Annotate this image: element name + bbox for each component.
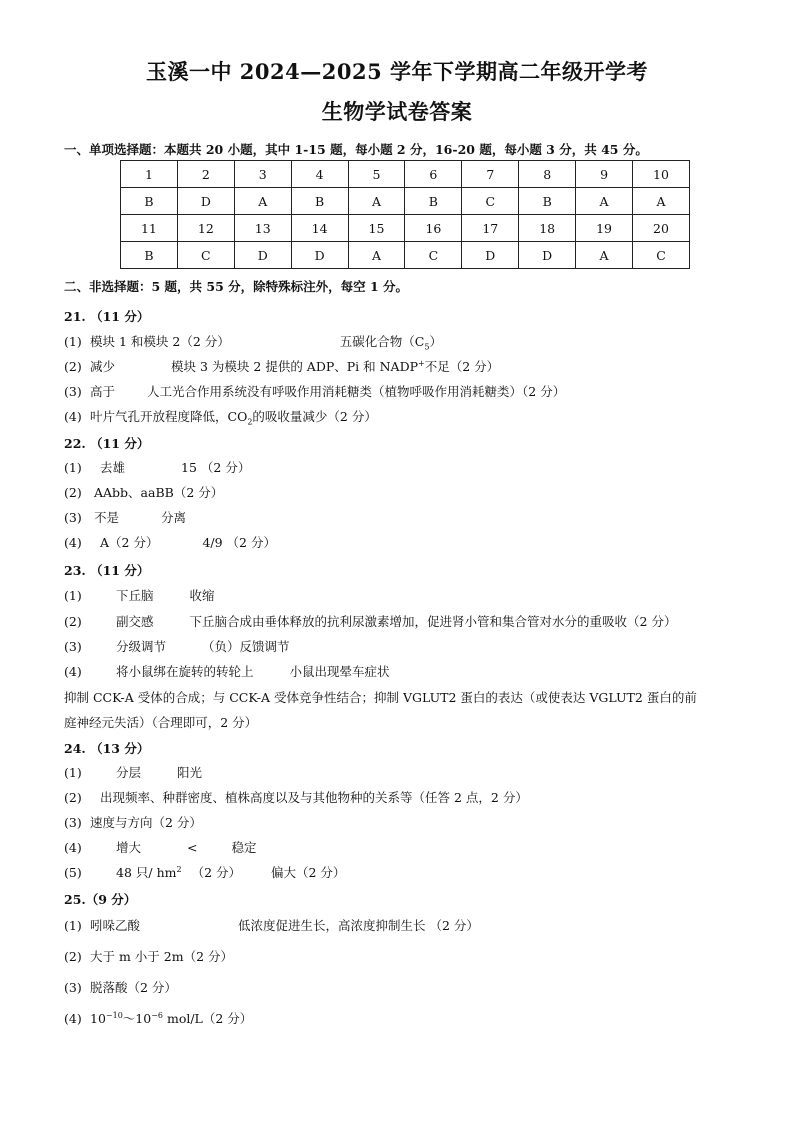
- table-cell: 18: [519, 215, 576, 242]
- table-cell: 7: [462, 161, 519, 188]
- table-cell: 17: [462, 215, 519, 242]
- q25-heading: 25.（9 分）: [64, 892, 137, 907]
- table-cell: 14: [291, 215, 348, 242]
- table-cell: D: [462, 242, 519, 269]
- answer-table: [120, 160, 690, 269]
- table-cell: C: [462, 188, 519, 215]
- table-cell: C: [177, 242, 234, 269]
- table-cell: B: [121, 188, 178, 215]
- q25-answer-2: (2) 大于 m 小于 2m（2 分）: [64, 949, 234, 964]
- section-1-heading: 一、单项选择题：本题共 20 小题，其中 1-15 题，每小题 2 分，16-20 题，每小题 3 分，共 45 分。: [64, 142, 648, 157]
- q24-heading: 24. （13 分）: [64, 741, 150, 756]
- table-cell: B: [121, 242, 178, 269]
- table-row: [121, 215, 690, 242]
- q21-answer-4: (4) 叶片气孔开放程度降低，$CO_2$的吸收量减少（2 分）: [64, 409, 377, 427]
- table-cell: 9: [576, 161, 633, 188]
- table-cell: B: [519, 188, 576, 215]
- table-cell: B: [291, 188, 348, 215]
- table-cell: A: [576, 188, 633, 215]
- table-cell: 20: [633, 215, 690, 242]
- q23-answer-1: (1) 下丘脑 收缩: [64, 588, 215, 603]
- q21-heading: 21. （11 分）: [64, 309, 150, 324]
- table-cell: A: [633, 188, 690, 215]
- q25-answer-3: (3) 脱落酸（2 分）: [64, 980, 177, 995]
- table-cell: 3: [234, 161, 291, 188]
- table-cell: 6: [405, 161, 462, 188]
- q23-heading: 23. （11 分）: [64, 563, 150, 578]
- title-line-1: 玉溪一中 2024—2025 学年下学期高二年级开学考: [145, 59, 648, 84]
- q23-answer-4: (4) 将小鼠绑在旋转的转轮上 小鼠出现晕车症状: [64, 664, 390, 679]
- table-cell: 4: [291, 161, 348, 188]
- table-cell: 11: [121, 215, 178, 242]
- q22-answer-2: (2) AAbb、aaBB（2 分）: [64, 485, 224, 500]
- table-cell: A: [348, 188, 405, 215]
- title-line-2: 生物学试卷答案: [321, 99, 473, 124]
- q24-answer-4: (4) 增大 < 稳定: [64, 840, 257, 855]
- q22-heading: 22. （11 分）: [64, 436, 150, 451]
- table-cell: A: [348, 242, 405, 269]
- q22-answer-1: (1) 去雄 15 （2 分）: [64, 460, 251, 475]
- table-cell: D: [177, 188, 234, 215]
- table-cell: 10: [633, 161, 690, 188]
- q23-answer-2: (2) 副交感 下丘脑合成由垂体释放的抗利尿激素增加，促进肾小管和集合管对水分的重吸收（2 分）: [64, 614, 677, 629]
- q23-answer-5-line-1: 抑制 CCK-A 受体的合成；与 CCK-A 受体竞争性结合；抑制 VGLUT2 蛋白的表达（或使表达 VGLUT2 蛋白的前: [64, 690, 697, 705]
- table-cell: C: [405, 242, 462, 269]
- q24-answer-3: (3) 速度与方向（2 分）: [64, 815, 202, 830]
- table-cell: 15: [348, 215, 405, 242]
- table-row: [121, 161, 690, 188]
- q24-answer-5: (5) 48 只/ $hm^2$ （2 分） 偏大（2 分）: [64, 864, 346, 880]
- table-row: [121, 242, 690, 269]
- table-row: [121, 188, 690, 215]
- q21-answer-1: (1) 模块 1 和模块 2（2 分） 五碳化合物$(C_5)$: [64, 334, 442, 352]
- section-2-heading: 二、非选择题：5 题，共 55 分，除特殊标注外，每空 1 分。: [64, 279, 409, 294]
- q25-answer-1: (1) 吲哚乙酸 低浓度促进生长，高浓度抑制生长 （2 分）: [64, 918, 479, 933]
- table-cell: 16: [405, 215, 462, 242]
- table-cell: A: [576, 242, 633, 269]
- q24-answer-2: (2) 出现频率、种群密度、植株高度以及与其他物种的关系等（任答 2 点，2 分）: [64, 790, 528, 805]
- q22-answer-3: (3) 不是 分离: [64, 510, 187, 525]
- table-cell: 19: [576, 215, 633, 242]
- table-cell: 5: [348, 161, 405, 188]
- q25-answer-4: (4) $10^{-10}\sim 10^{-6}$ mol/L（2 分）: [64, 1010, 253, 1026]
- table-cell: A: [234, 188, 291, 215]
- table-cell: 1: [121, 161, 178, 188]
- q21-answer-2: (2) 减少 模块 3 为模块 2 提供的 ADP、Pi 和 NADP+不足（2 分）: [64, 358, 500, 374]
- table-cell: 2: [177, 161, 234, 188]
- table-cell: D: [234, 242, 291, 269]
- q24-answer-1: (1) 分层 阳光: [64, 765, 203, 780]
- table-cell: 13: [234, 215, 291, 242]
- q22-answer-4: (4) A（2 分） 4/9 （2 分）: [64, 535, 276, 550]
- q23-answer-3: (3) 分级调节 （负）反馈调节: [64, 639, 290, 654]
- table-cell: C: [633, 242, 690, 269]
- table-cell: B: [405, 188, 462, 215]
- q21-answer-3: (3) 高于 人工光合作用系统没有呼吸作用消耗糖类（植物呼吸作用消耗糖类）（2 分）: [64, 384, 566, 399]
- table-cell: D: [291, 242, 348, 269]
- q23-answer-5-line-2: 庭神经元失活）（合理即可，2 分）: [64, 715, 258, 730]
- table-cell: D: [519, 242, 576, 269]
- table-cell: 12: [177, 215, 234, 242]
- table-cell: 8: [519, 161, 576, 188]
